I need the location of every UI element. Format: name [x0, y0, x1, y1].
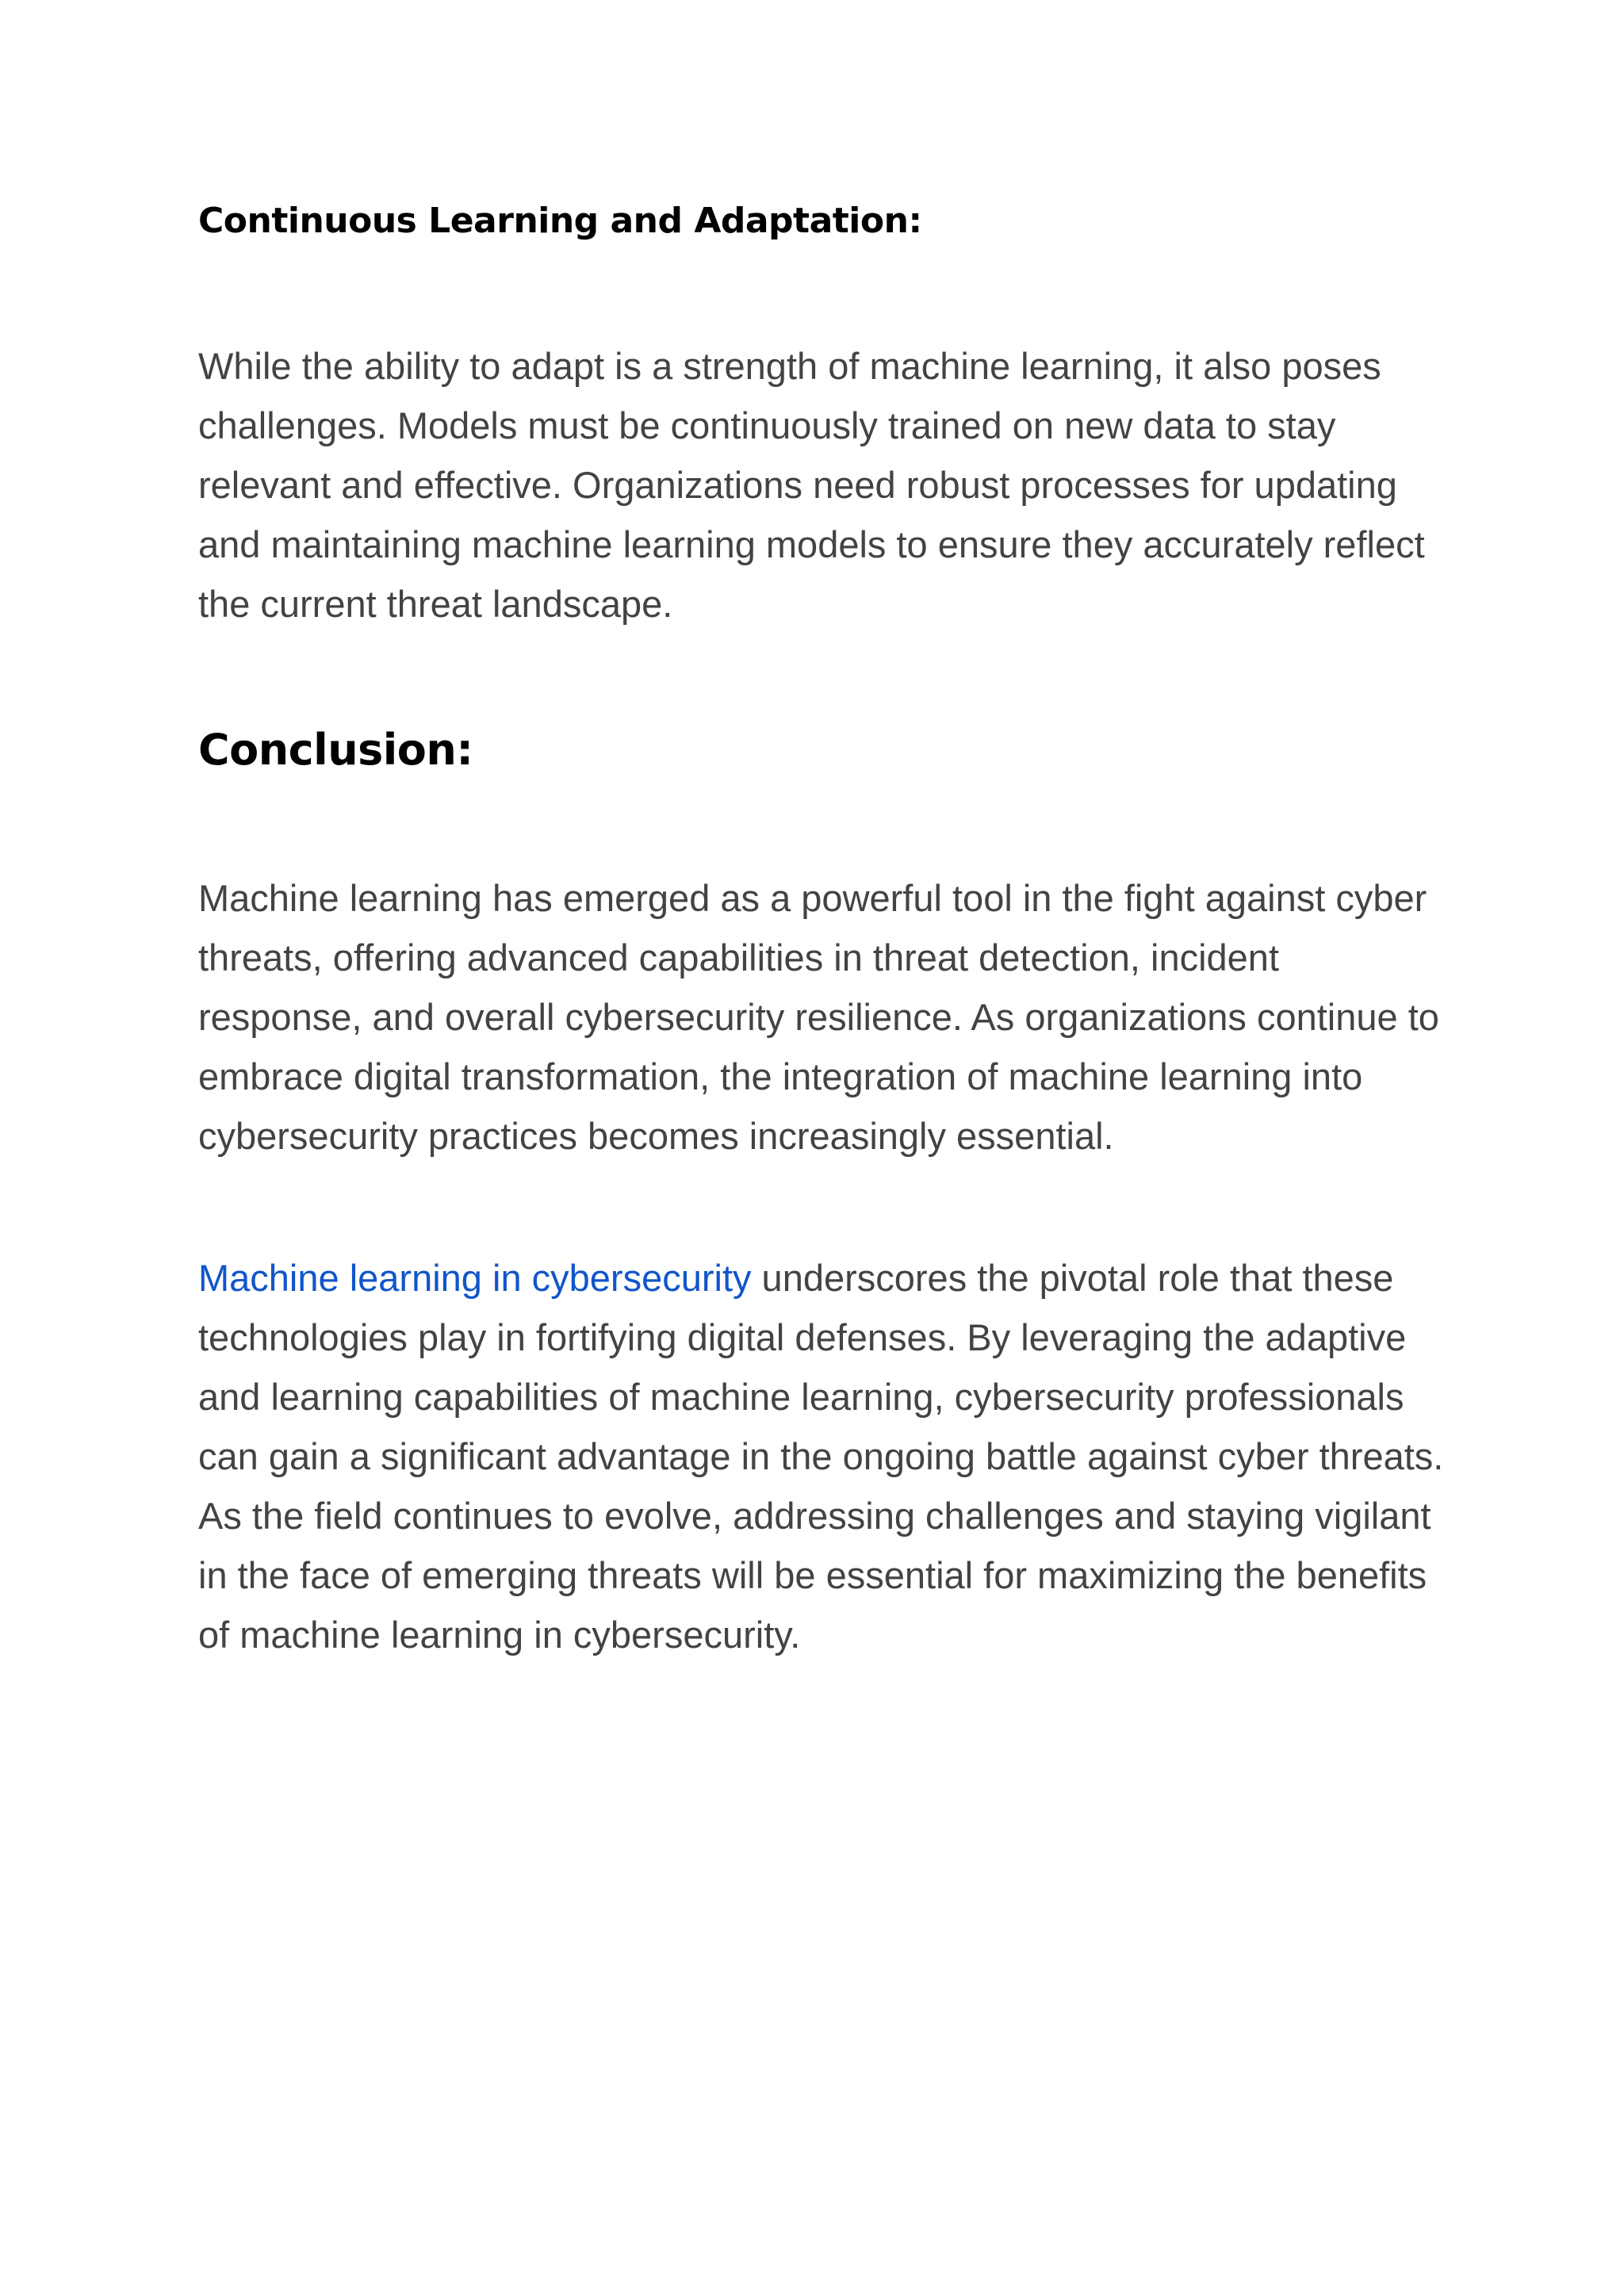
paragraph-conclusion-1	[198, 868, 1451, 1166]
text-line: cybersecurity practices becomes increasingly essential.	[198, 1115, 1114, 1157]
paragraph-conclusion-2	[198, 1248, 1451, 1664]
paragraph-continuous-learning	[198, 336, 1451, 634]
heading-continuous-learning: Continuous Learning and Adaptation:	[198, 201, 922, 241]
text-line: As the field continues to evolve, addressing challenges and staying vigilant	[198, 1495, 1431, 1537]
heading-conclusion: Conclusion:	[198, 725, 473, 775]
text-line: threats, offering advanced capabilities in threat detection, incident	[198, 936, 1279, 978]
text-line: challenges. Models must be continuously trained on new data to stay	[198, 404, 1336, 446]
text-line: underscores the pivotal role that these	[751, 1257, 1394, 1299]
text-line: Machine learning has emerged as a powerful tool in the fight against cyber	[198, 877, 1427, 919]
text-line: While the ability to adapt is a strength of machine learning, it also poses	[198, 345, 1381, 387]
text-line: in the face of emerging threats will be essential for maximizing the benefits	[198, 1554, 1427, 1596]
text-line: can gain a significant advantage in the ongoing battle against cyber threats.	[198, 1435, 1444, 1477]
text-line: of machine learning in cybersecurity.	[198, 1614, 801, 1656]
text-line: relevant and effective. Organizations need robust processes for updating	[198, 464, 1397, 506]
text-line: and learning capabilities of machine learning, cybersecurity professionals	[198, 1376, 1404, 1418]
text-line: technologies play in fortifying digital defenses. By leveraging the adaptive	[198, 1316, 1407, 1358]
text-line: response, and overall cybersecurity resilience. As organizations continue to	[198, 996, 1439, 1038]
link-machine-learning-in-cybersecurity[interactable]: Machine learning in cybersecurity	[198, 1257, 752, 1299]
text-line: embrace digital transformation, the integration of machine learning into	[198, 1055, 1363, 1097]
text-line: the current threat landscape.	[198, 583, 673, 625]
text-line: and maintaining machine learning models to ensure they accurately reflect	[198, 523, 1425, 565]
